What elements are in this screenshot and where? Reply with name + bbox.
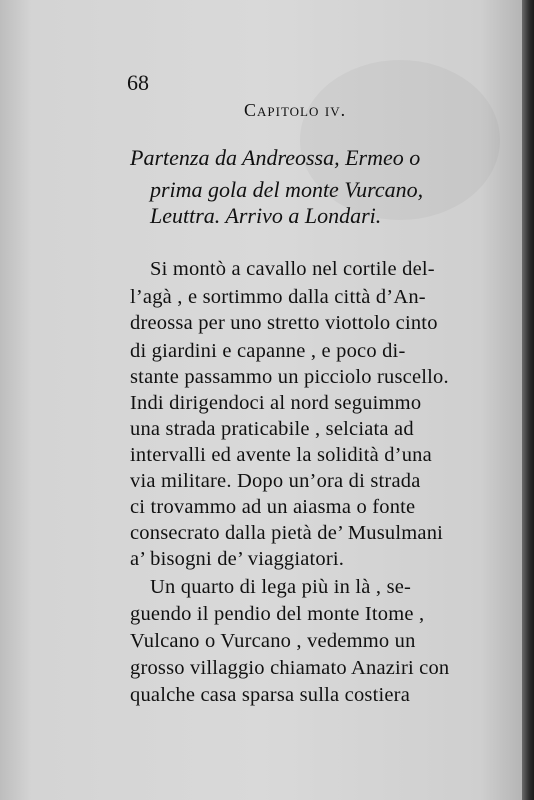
body-line-6: Indi dirigendoci al nord seguimmo xyxy=(130,392,422,414)
page-number: 68 xyxy=(127,70,149,95)
body-line-17: qualche casa sparsa sulla costiera xyxy=(130,684,411,706)
body-line-2: l’agà , e sortimmo dalla città d’An- xyxy=(130,286,426,308)
body-line-13: Un quarto di lega più in là , se- xyxy=(150,576,412,598)
book-spine-edge xyxy=(522,0,534,800)
body-line-12: a’ bisogni de’ viaggiatori. xyxy=(130,548,345,570)
body-line-8: intervalli ed avente la solidità d’una xyxy=(130,444,432,466)
chapter-subtitle-line-3: Leuttra. Arrivo a Londari. xyxy=(150,203,382,228)
body-line-3: dreossa per uno stretto viottolo cinto xyxy=(130,312,438,334)
body-line-11: consecrato dalla pietà de’ Musulmani xyxy=(130,522,444,544)
body-line-5: stante passammo un picciolo ruscello. xyxy=(130,366,449,388)
body-line-1: Si montò a cavallo nel cortile del- xyxy=(150,258,435,280)
chapter-subtitle-line-1: Partenza da Andreossa, Ermeo o xyxy=(130,145,421,170)
body-line-4: di giardini e capanne , e poco di- xyxy=(130,340,406,362)
body-line-16: grosso villaggio chiamato Anaziri con xyxy=(130,657,450,679)
body-line-14: guendo il pendio del monte Itome , xyxy=(130,603,425,625)
body-line-10: ci trovammo ad un aiasma o fonte xyxy=(130,496,416,518)
body-line-15: Vulcano o Vurcano , vedemmo un xyxy=(130,630,416,652)
chapter-subtitle-line-2: prima gola del monte Vurcano, xyxy=(150,177,424,202)
body-line-7: una strada praticabile , selciata ad xyxy=(130,418,414,440)
chapter-heading: Capitolo iv. xyxy=(244,100,347,120)
body-line-9: via militare. Dopo un’ora di strada xyxy=(130,470,421,492)
